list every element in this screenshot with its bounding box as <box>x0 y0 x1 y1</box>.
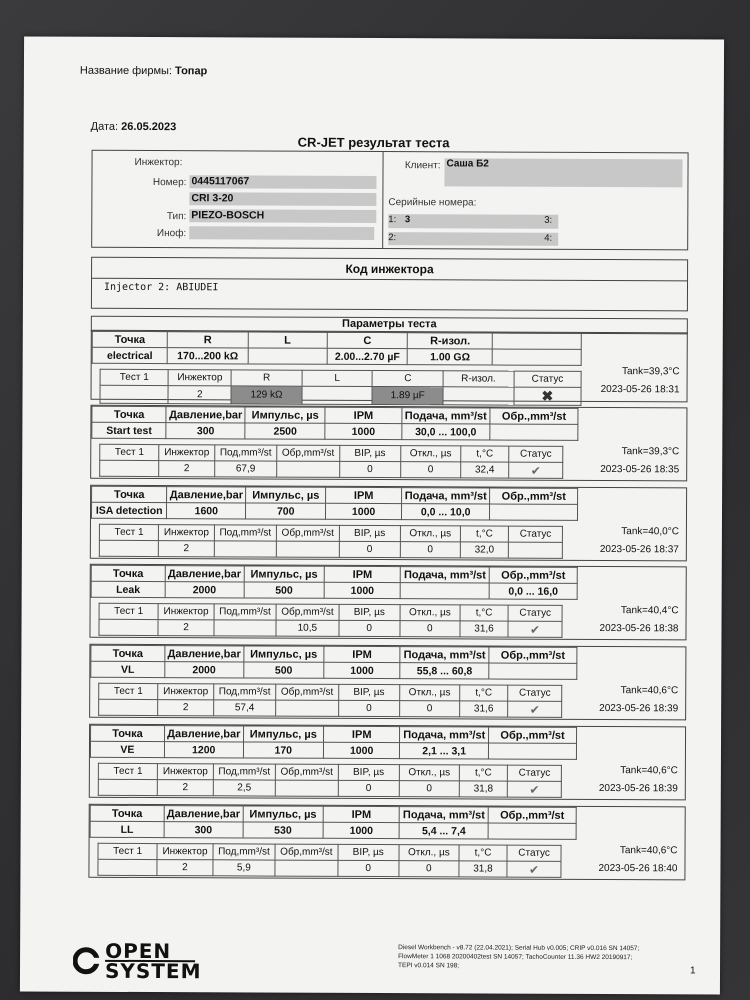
result-deviation-val: 0 <box>399 861 459 877</box>
test-time: 2023-05-26 18:40 <box>598 862 678 875</box>
c-range: 2.00...2.70 µF <box>327 348 408 364</box>
result-test: Тест 1 <box>98 763 157 779</box>
col-point: Точка <box>92 486 168 502</box>
result-inj-val: 2 <box>157 860 213 876</box>
test-spec-table <box>90 645 577 680</box>
point-name: LL <box>90 821 164 837</box>
section-test-3 <box>89 564 686 641</box>
result-blank <box>100 460 159 476</box>
tank-temp: Tank=40,0°C <box>621 526 679 538</box>
result-backflow: Обр,mm³/st <box>277 445 340 461</box>
result-status-h: Статус <box>514 371 581 387</box>
serial-2 <box>388 232 546 246</box>
col-point: Точка <box>92 331 167 347</box>
model-value: CRI 3-20 <box>189 192 376 206</box>
col-impulse: Импульс, µs <box>243 806 323 822</box>
col-backflow: Обр.,mm³/st <box>489 567 577 583</box>
number-label: Номер: <box>152 177 187 189</box>
backflow-range <box>488 823 576 839</box>
result-inj: Инжектор <box>159 445 215 461</box>
result-delivery: Под,mm³/st <box>214 604 276 620</box>
result-c-val: 1.89 µF <box>372 387 443 405</box>
delivery-range: 55,8 ... 60,8 <box>400 663 489 679</box>
result-temp: t,°C <box>459 845 507 861</box>
result-test: Тест 1 <box>99 524 158 540</box>
pass-check-icon: ✔ <box>530 622 541 637</box>
result-deviation: Откл., µs <box>400 526 460 542</box>
pressure-value: 2000 <box>165 582 244 598</box>
result-deviation-val: 0 <box>400 542 460 558</box>
result-backflow-val <box>276 700 339 716</box>
serial-4 <box>544 233 558 246</box>
col-backflow: Обр.,mm³/st <box>488 807 576 823</box>
type-value: PIEZO-BOSCH <box>189 209 376 223</box>
col-backflow: Обр.,mm³/st <box>489 727 577 743</box>
electrical-result-table <box>99 369 581 406</box>
injector-code-box <box>91 257 688 312</box>
pass-check-icon: ✔ <box>529 702 540 717</box>
result-temp-val: 31,8 <box>459 861 507 877</box>
test-result-table <box>98 763 562 798</box>
result-bip-val: 0 <box>339 620 400 636</box>
point-name: Leak <box>91 581 165 597</box>
col-ipm: IPM <box>323 806 399 822</box>
pressure-value: 300 <box>166 423 245 439</box>
col-pressure: Давление,bar <box>166 407 245 423</box>
code-title: Код инжектора <box>345 261 434 277</box>
tank-temp: Tank=40,6°C <box>620 685 679 697</box>
result-bip: BIP, µs <box>339 525 400 541</box>
col-delivery: Подача, mm³/st <box>401 408 490 424</box>
col-backflow: Обр.,mm³/st <box>490 408 578 424</box>
serial-1-index: 1: <box>388 214 397 226</box>
section-electrical <box>91 330 688 403</box>
test-result-table <box>97 843 561 878</box>
code-divider <box>92 278 687 282</box>
result-c: C <box>372 371 443 387</box>
point-name: ISA detection <box>91 502 167 518</box>
result-bip: BIP, µs <box>338 764 399 780</box>
result-delivery: Под,mm³/st <box>214 445 276 461</box>
type-label: Тип: <box>166 211 187 223</box>
serial-4-index: 4: <box>544 232 553 244</box>
col-delivery: Подача, mm³/st <box>401 488 490 504</box>
backflow-range <box>490 504 578 520</box>
result-temp-val: 31,8 <box>459 781 507 797</box>
impulse-value: 530 <box>243 822 323 838</box>
result-bip-val: 0 <box>339 541 400 557</box>
test-spec-table <box>91 406 578 441</box>
section-test-4 <box>89 644 686 721</box>
serial-3-index: 3: <box>544 214 553 226</box>
col-point: Точка <box>91 645 165 661</box>
col-point: Точка <box>91 725 165 741</box>
result-status-h: Статус <box>507 845 561 861</box>
result-backflow-val <box>277 461 340 477</box>
pass-check-icon: ✔ <box>528 862 540 877</box>
result-inj: Инжектор <box>159 525 215 541</box>
tank-temp: Tank=40,4°C <box>620 605 679 617</box>
impulse-value: 500 <box>244 582 324 598</box>
impulse-value: 500 <box>243 662 323 678</box>
company-line <box>80 65 207 78</box>
test-time: 2023-05-26 18:39 <box>598 782 678 795</box>
result-bip: BIP, µs <box>338 844 399 860</box>
code-text: Injector 2: ABIUDEI <box>103 281 219 294</box>
pressure-value: 1600 <box>167 503 246 519</box>
ipm-value: 1000 <box>325 423 401 439</box>
test-result-table <box>98 683 562 718</box>
point-name: Start test <box>92 422 166 438</box>
ipm-value: 1000 <box>326 503 402 519</box>
result-riso-val <box>443 387 514 405</box>
col-delivery: Подача, mm³/st <box>400 807 489 823</box>
info-label: Иноф: <box>156 228 187 240</box>
result-blank <box>99 699 158 715</box>
result-status <box>508 621 562 637</box>
col-empty <box>493 333 582 349</box>
col-riso: R-изол. <box>408 333 493 349</box>
result-test: Тест 1 <box>98 843 157 859</box>
result-temp-val: 32,0 <box>460 542 508 558</box>
col-pressure: Давление,bar <box>165 566 244 582</box>
result-temp-val: 31,6 <box>460 621 508 637</box>
pass-check-icon: ✔ <box>530 463 541 478</box>
result-inj-val: 2 <box>158 700 214 716</box>
result-backflow-val <box>275 860 338 876</box>
test-spec-table <box>90 805 577 840</box>
result-deviation: Откл., µs <box>401 446 461 462</box>
date-label: Дата: <box>90 120 119 133</box>
client-value: Саша Б2 <box>444 158 682 187</box>
result-deviation-val: 0 <box>399 701 459 717</box>
backflow-range <box>490 424 578 440</box>
test-result-table <box>99 444 563 479</box>
result-backflow: Обр,mm³/st <box>276 604 339 620</box>
result-temp-val: 31,6 <box>459 701 507 717</box>
riso-value: 1.00 GΩ <box>408 349 493 365</box>
r-range: 170...200 kΩ <box>167 348 248 364</box>
col-pressure: Давление,bar <box>167 487 246 503</box>
result-delivery: Под,mm³/st <box>213 844 275 860</box>
result-temp: t,°C <box>459 765 507 781</box>
col-pressure: Давление,bar <box>164 726 243 742</box>
result-blank <box>100 385 168 403</box>
result-delivery-val: 67,9 <box>214 461 276 477</box>
result-bip-val: 0 <box>338 860 399 876</box>
result-l: L <box>302 370 373 386</box>
delivery-range: 0,0 ... 10,0 <box>401 504 490 520</box>
result-status <box>507 781 561 797</box>
params-title: Параметры теста <box>91 316 688 335</box>
open-system-logo <box>75 938 202 984</box>
result-bip: BIP, µs <box>339 604 400 620</box>
result-bip: BIP, µs <box>339 445 400 461</box>
section-test-2 <box>90 485 687 562</box>
test-time: 2023-05-26 18:31 <box>600 383 680 396</box>
col-ipm: IPM <box>324 566 400 582</box>
result-inj: Инжектор <box>158 684 214 700</box>
result-backflow-val: 10,5 <box>276 620 339 636</box>
test-spec-table <box>90 725 577 760</box>
result-backflow: Обр,mm³/st <box>275 764 338 780</box>
ipm-value: 1000 <box>324 582 400 598</box>
result-delivery-val <box>214 620 276 636</box>
result-delivery: Под,mm³/st <box>213 764 275 780</box>
col-ipm: IPM <box>326 487 402 503</box>
col-pressure: Давление,bar <box>164 806 243 822</box>
fail-x-icon: ✖ <box>541 387 554 404</box>
serial-1-value: 3 <box>404 214 411 226</box>
logo-line-2: SYSTEM <box>104 958 202 984</box>
delivery-range <box>401 583 490 599</box>
col-delivery: Подача, mm³/st <box>400 647 489 663</box>
result-test: Тест 1 <box>99 683 158 699</box>
result-inj-val: 2 <box>158 780 214 796</box>
result-inj: Инжектор <box>158 764 214 780</box>
result-temp: t,°C <box>460 685 508 701</box>
result-inj-val: 2 <box>168 386 231 404</box>
result-backflow: Обр,mm³/st <box>275 844 338 860</box>
tank-temp: Tank=40,6°C <box>620 765 678 777</box>
result-inj: Инжектор <box>158 604 214 620</box>
result-blank <box>98 779 157 795</box>
info-divider <box>382 152 383 248</box>
info-value <box>189 226 374 240</box>
result-bip-val: 0 <box>339 461 400 477</box>
col-delivery: Подача, mm³/st <box>401 567 490 583</box>
result-bip-val: 0 <box>338 700 399 716</box>
company-label: Название фирмы: <box>79 64 173 78</box>
col-impulse: Импульс, µs <box>245 407 325 423</box>
result-status <box>514 387 581 405</box>
result-temp: t,°C <box>461 446 509 462</box>
col-backflow: Обр.,mm³/st <box>490 488 578 504</box>
result-deviation: Откл., µs <box>399 845 459 861</box>
section-test-6 <box>88 804 685 881</box>
result-delivery: Под,mm³/st <box>213 684 275 700</box>
result-test: Тест 1 <box>99 603 158 619</box>
tank-temp: Tank=40,6°C <box>619 845 678 857</box>
result-status-h: Статус <box>508 765 562 781</box>
test-spec-table <box>91 486 578 521</box>
result-delivery-val: 5,9 <box>213 860 275 876</box>
col-point: Точка <box>90 805 164 821</box>
company-name: Топар <box>175 65 208 78</box>
backflow-range: 0,0 ... 16,0 <box>489 583 577 599</box>
tank-temp: Tank=39,3°C <box>621 446 680 458</box>
result-temp: t,°C <box>460 526 508 542</box>
software-footer <box>398 943 698 971</box>
result-r-val: 129 kΩ <box>231 386 302 404</box>
result-deviation: Откл., µs <box>400 685 460 701</box>
result-deviation-val: 0 <box>401 462 461 478</box>
report-sheet <box>20 36 724 994</box>
tank-temp: Tank=39,3°C <box>621 366 680 378</box>
result-inj-val: 2 <box>159 541 215 557</box>
test-time: 2023-05-26 18:39 <box>599 702 679 715</box>
page-title: CR-JET результат теста <box>297 134 450 151</box>
empty-cell <box>492 349 581 365</box>
result-inj-val: 2 <box>159 461 215 477</box>
test-result-table <box>98 603 562 638</box>
test-spec-table <box>91 565 578 600</box>
col-l: L <box>248 332 327 348</box>
serial-2-index: 2: <box>388 232 397 244</box>
result-deviation-val: 0 <box>399 781 459 797</box>
ipm-value: 1000 <box>323 822 399 838</box>
section-test-5 <box>89 724 686 801</box>
backflow-range <box>489 743 577 759</box>
result-deviation: Откл., µs <box>399 765 459 781</box>
result-temp-val: 32,4 <box>461 462 509 478</box>
result-temp: t,°C <box>460 605 508 621</box>
date-line <box>91 121 177 133</box>
result-backflow-val <box>275 780 338 796</box>
result-test: Тест 1 <box>100 444 159 460</box>
result-status <box>509 542 563 558</box>
col-point: Точка <box>91 565 165 581</box>
point-name: VL <box>91 661 165 677</box>
footer-line-3: TEPI v0.014 SN 198; <box>398 962 460 970</box>
footer-line-2: FlowMeter 1 1068 20200402test SN 14057; TachoCounter 11.36 HW2 20190917; <box>398 953 633 962</box>
result-status-h: Статус <box>508 685 562 701</box>
impulse-value: 170 <box>243 742 323 758</box>
test-time: 2023-05-26 18:35 <box>600 463 680 476</box>
client-label: Клиент: <box>404 160 441 172</box>
pressure-value: 300 <box>164 822 243 838</box>
impulse-value: 2500 <box>245 423 325 439</box>
result-inj: Инжектор <box>168 370 231 386</box>
ipm-value: 1000 <box>324 662 400 678</box>
result-status <box>509 462 563 478</box>
result-status-h: Статус <box>508 605 562 621</box>
delivery-range: 2,1 ... 3,1 <box>400 743 489 759</box>
result-backflow: Обр,mm³/st <box>276 684 339 700</box>
col-ipm: IPM <box>324 646 400 662</box>
impulse-value: 700 <box>246 503 326 519</box>
serial-1 <box>388 214 546 229</box>
pressure-value: 2000 <box>165 662 244 678</box>
result-status-h: Статус <box>509 446 563 462</box>
result-r: R <box>231 370 302 386</box>
logo-mark-icon <box>73 944 103 978</box>
result-status <box>507 861 561 877</box>
result-delivery: Под,mm³/st <box>214 525 276 541</box>
result-inj: Инжектор <box>157 844 213 860</box>
date-value: 26.05.2023 <box>121 120 177 134</box>
col-impulse: Импульс, µs <box>244 566 324 582</box>
result-delivery-val: 57,4 <box>213 700 275 716</box>
result-bip: BIP, µs <box>338 684 399 700</box>
delivery-range: 30,0 ... 100,0 <box>401 424 490 440</box>
result-delivery-val <box>214 541 276 557</box>
col-ipm: IPM <box>325 407 401 423</box>
col-impulse: Импульс, µs <box>246 487 326 503</box>
injector-info-box <box>91 150 688 251</box>
pass-check-icon: ✔ <box>529 782 540 797</box>
col-point: Точка <box>92 406 166 422</box>
result-delivery-val: 2,5 <box>213 780 275 796</box>
result-inj-val: 2 <box>158 620 214 636</box>
result-status <box>508 701 562 717</box>
result-blank <box>99 540 158 556</box>
col-pressure: Давление,bar <box>165 646 244 662</box>
col-ipm: IPM <box>324 726 400 742</box>
result-blank <box>99 619 158 635</box>
result-blank <box>98 859 157 875</box>
col-backflow: Обр.,mm³/st <box>489 647 577 663</box>
logo-line-1: OPEN <box>105 942 195 962</box>
l-range <box>248 348 327 364</box>
point-name: VE <box>90 741 164 757</box>
result-deviation-val: 0 <box>400 621 460 637</box>
col-r: R <box>167 332 248 348</box>
section-test-1 <box>90 405 687 482</box>
serial-3 <box>544 215 558 229</box>
backflow-range <box>489 663 577 679</box>
number-value: 0445117067 <box>189 175 376 189</box>
test-time: 2023-05-26 18:38 <box>599 622 679 635</box>
result-deviation: Откл., µs <box>400 605 460 621</box>
result-riso: R-изол. <box>443 371 514 387</box>
footer-line-1: Diesel Workbench - v8.72 (22.04.2021); Serial Hub v0.005; CRIP v0.016 SN 14057; <box>398 944 640 953</box>
col-impulse: Импульс, µs <box>243 646 323 662</box>
test-result-table <box>99 524 563 559</box>
col-impulse: Импульс, µs <box>243 726 323 742</box>
injector-heading: Инжектор: <box>134 156 183 169</box>
result-bip-val: 0 <box>338 780 399 796</box>
result-l-val <box>302 386 373 404</box>
result-backflow-val <box>276 541 339 557</box>
result-status-h: Статус <box>509 526 563 542</box>
delivery-range: 5,4 ... 7,4 <box>399 823 488 839</box>
result-backflow: Обр,mm³/st <box>277 525 340 541</box>
result-test: Тест 1 <box>100 369 168 385</box>
page-number: 1 <box>689 965 696 977</box>
col-c: C <box>327 332 408 348</box>
point-name: electrical <box>92 347 167 363</box>
col-delivery: Подача, mm³/st <box>400 727 489 743</box>
test-time: 2023-05-26 18:37 <box>599 543 679 556</box>
pressure-value: 1200 <box>164 742 243 758</box>
electrical-spec-table <box>92 331 582 366</box>
serials-label: Серийные номера: <box>388 197 477 209</box>
ipm-value: 1000 <box>323 742 399 758</box>
